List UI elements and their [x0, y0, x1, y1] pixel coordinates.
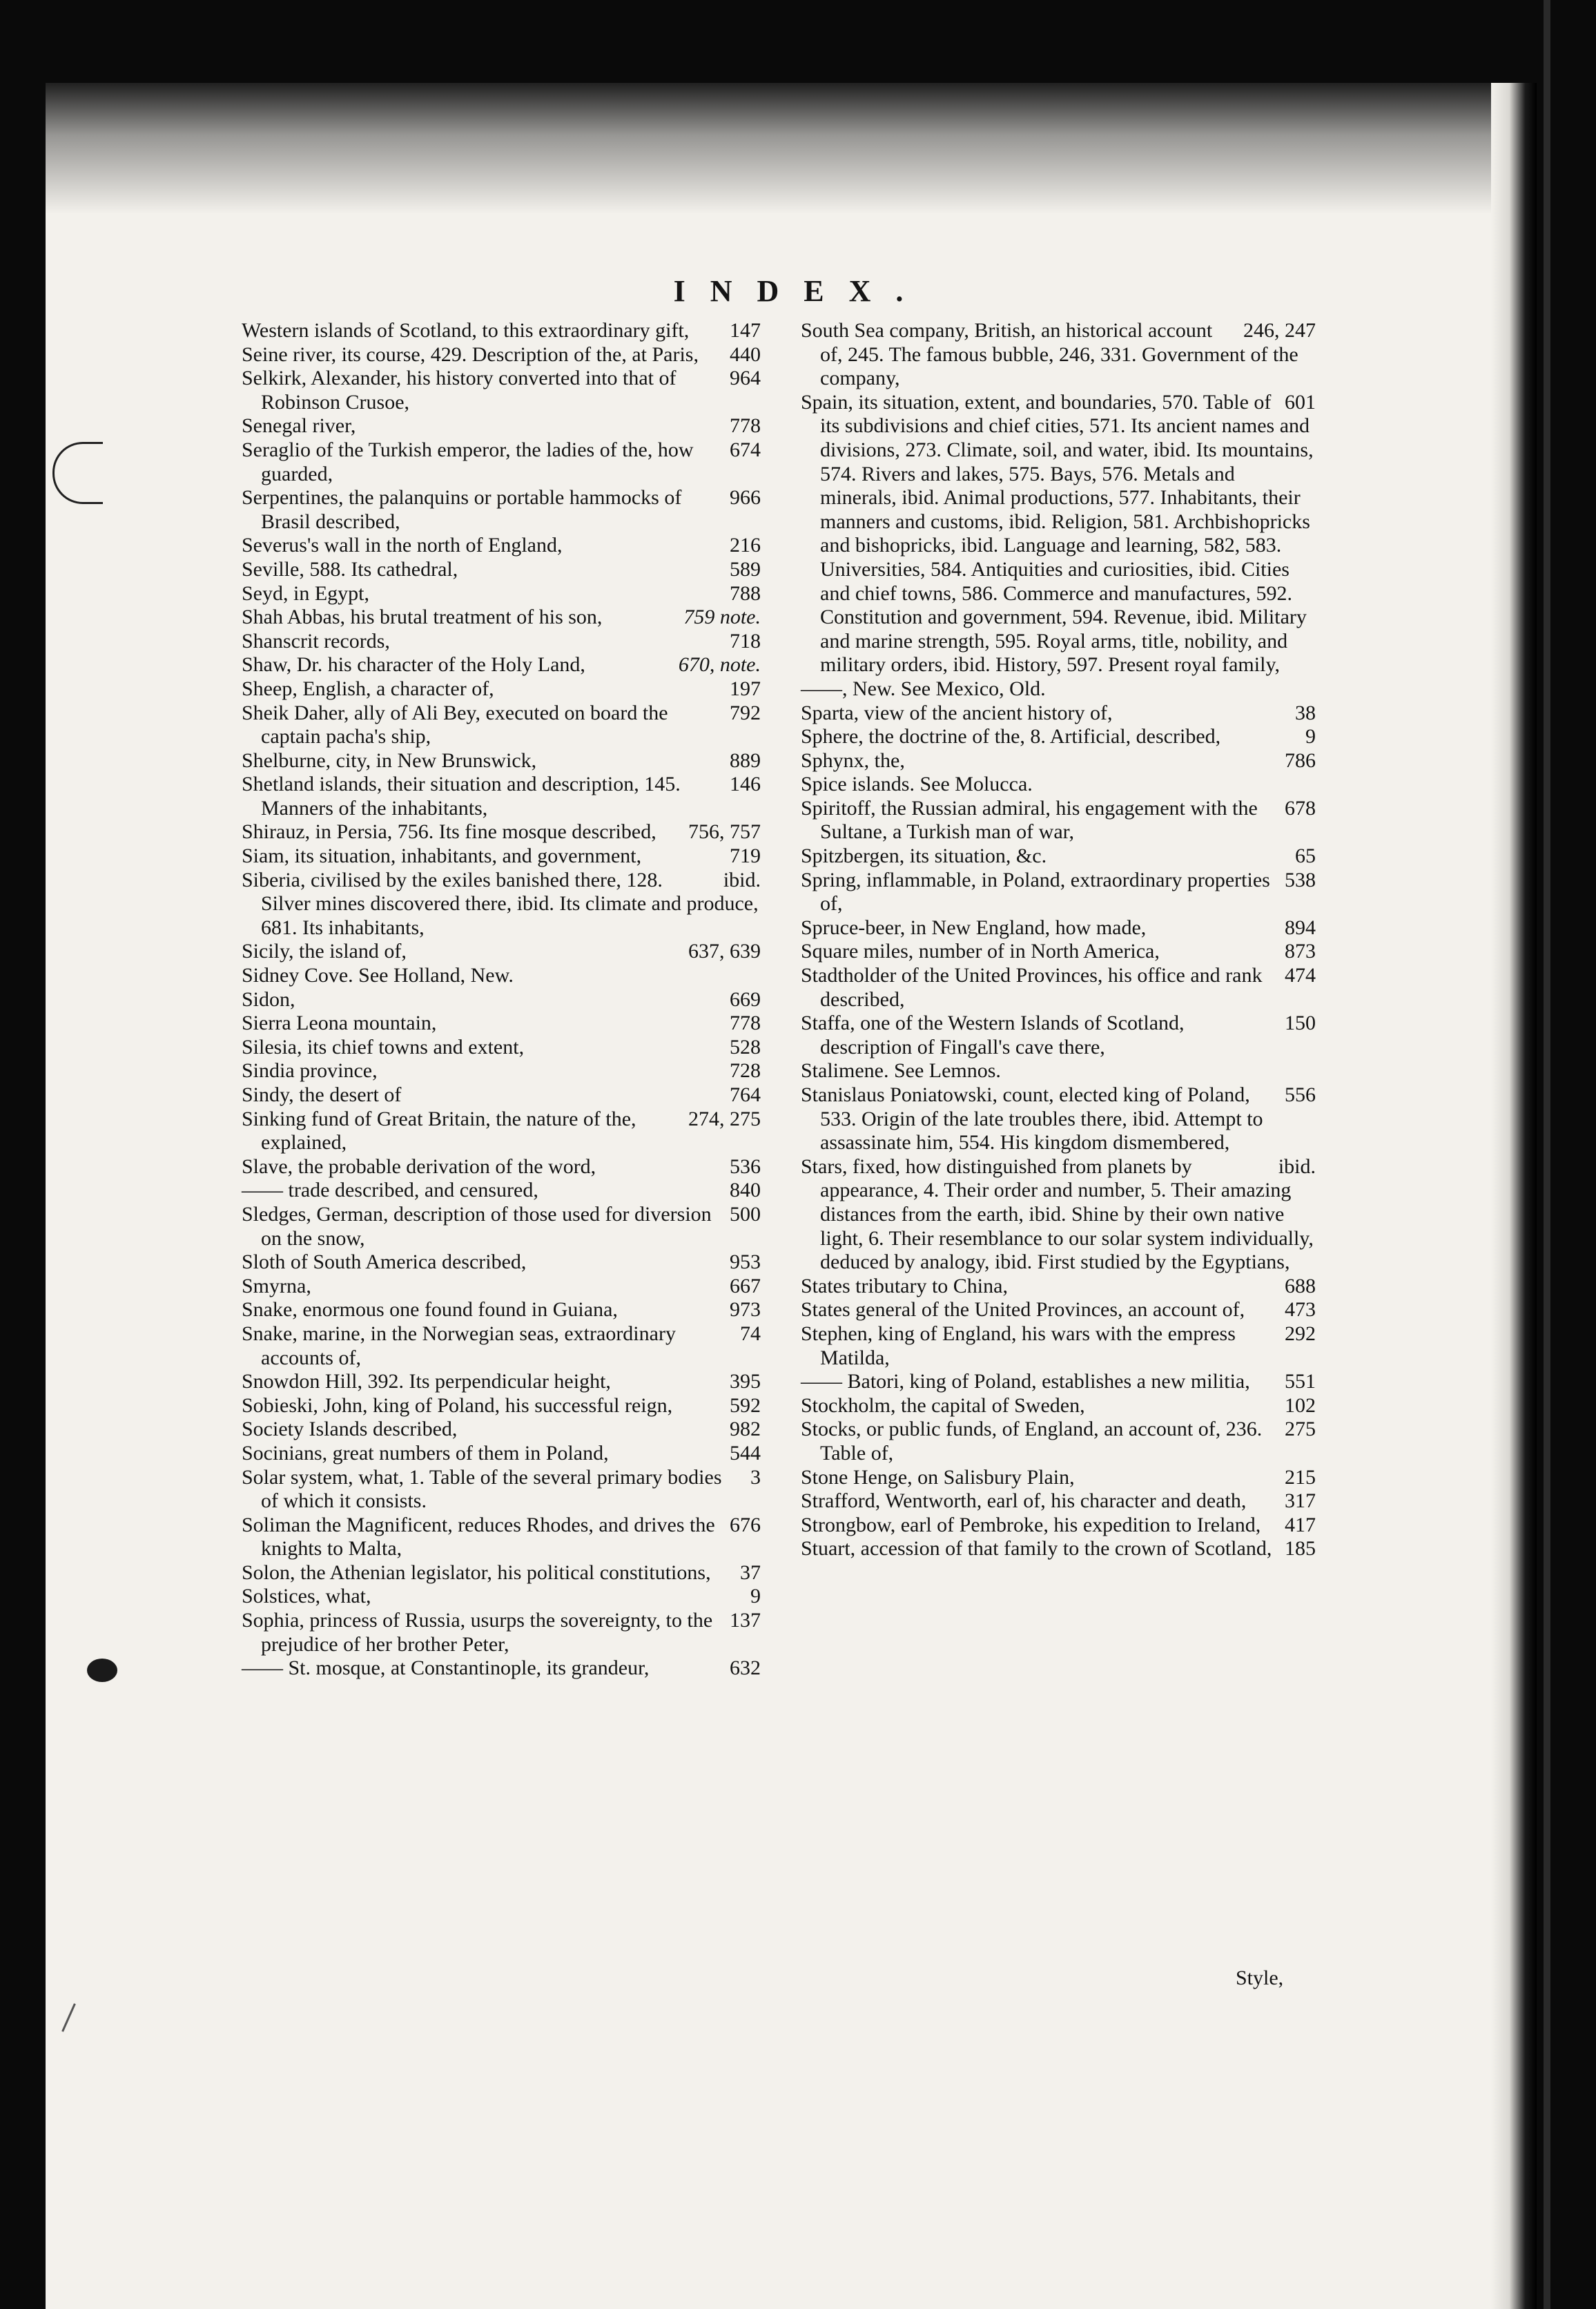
page-number: 473 — [1285, 1298, 1316, 1322]
index-entry — [801, 1394, 1316, 1418]
index-entry — [801, 391, 1316, 677]
entry-text: Seyd, in Egypt, — [242, 581, 369, 605]
entry-text: Staffa, one of the Western Islands of Scotland, description of Fingall's cave there, — [801, 1012, 1185, 1059]
entry-text: Spruce-beer, in New England, how made, — [801, 916, 1147, 939]
page-number: 137 — [730, 1609, 761, 1632]
entry-text: Seine river, its course, 429. Description of the, at Paris, — [242, 342, 699, 366]
index-entry — [801, 1537, 1316, 1561]
page-number: 556 — [1285, 1083, 1316, 1106]
page-number: 667 — [730, 1274, 761, 1297]
page-number: 102 — [1285, 1393, 1316, 1417]
entry-text: Sphere, the doctrine of the, 8. Artificial, described, — [801, 725, 1221, 748]
page-number: 536 — [730, 1154, 761, 1178]
entry-text: Snowdon Hill, 392. Its perpendicular height, — [242, 1370, 611, 1393]
index-entry — [242, 606, 761, 630]
entry-text: Sledges, German, description of those used for diversion on the snow, — [242, 1202, 712, 1250]
entry-text: Sobieski, John, king of Poland, his successful reign, — [242, 1393, 673, 1417]
entry-text: Stars, fixed, how distinguished from planets by appearance, 4. Their order and number, 5. Their amazing distances from the earth, ibid. Shine by their own native light, 6. Their resemblance to our solar system individually, deduced by analogy, ibid. First studied by the Egyptians, — [801, 1154, 1314, 1274]
entry-text: States general of the United Provinces, an account of, — [801, 1298, 1245, 1322]
index-entry — [242, 820, 761, 844]
page-number: 982 — [730, 1418, 761, 1441]
entry-text: Square miles, number of in North America, — [801, 940, 1160, 963]
page-number: 759 note. — [683, 606, 761, 629]
index-entry — [242, 844, 761, 869]
entry-text: South Sea company, British, an historical account of, 245. The famous bubble, 246, 331. Government of the company, — [801, 319, 1298, 390]
index-entry — [242, 486, 761, 534]
page-number: 37 — [740, 1561, 761, 1584]
index-entry — [801, 1012, 1316, 1059]
ink-blot — [87, 1659, 117, 1682]
entry-text: Western islands of Scotland, to this extraordinary gift, — [242, 319, 690, 342]
page-number: 778 — [730, 414, 761, 438]
index-entry — [242, 1036, 761, 1060]
entry-text: Sloth of South America described, — [242, 1250, 527, 1274]
left-column — [242, 319, 761, 1681]
entry-text: Selkirk, Alexander, his history converted into that of Robinson Crusoe, — [242, 367, 677, 414]
entry-text: Sicily, the island of, — [242, 940, 407, 963]
index-entry — [242, 1418, 761, 1442]
entry-text: Severus's wall in the north of England, — [242, 534, 563, 557]
index-entry — [242, 343, 761, 367]
page-number: 9 — [1305, 725, 1316, 748]
entry-text: Seraglio of the Turkish emperor, the ladies of the, how guarded, — [242, 438, 694, 485]
page-number: 65 — [1295, 844, 1316, 868]
index-entry — [242, 1514, 761, 1561]
entry-text: Spring, inflammable, in Poland, extraordinary properties of, — [801, 868, 1270, 916]
page-number: 840 — [730, 1179, 761, 1202]
page-number: 3 — [750, 1465, 761, 1489]
entry-text: Solon, the Athenian legislator, his political constitutions, — [242, 1561, 711, 1584]
index-entry — [242, 677, 761, 702]
page-number: 274, 275 — [688, 1107, 761, 1130]
index-entry — [242, 1012, 761, 1036]
page-number: 718 — [730, 629, 761, 653]
page-number: 147 — [730, 319, 761, 342]
entry-text: Shetland islands, their situation and description, 145. Manners of the inhabitants, — [242, 773, 681, 820]
page-number: 953 — [730, 1250, 761, 1274]
page-number: 764 — [730, 1083, 761, 1106]
index-entry — [242, 964, 761, 988]
index-entry — [242, 1322, 761, 1370]
entry-text: Sophia, princess of Russia, usurps the sovereignty, to the prejudice of her brother Peter, — [242, 1609, 713, 1656]
entry-text: Stephen, king of England, his wars with the empress Matilda, — [801, 1322, 1236, 1369]
page-number: 292 — [1285, 1322, 1316, 1345]
entry-text: ——, New. See Mexico, Old. — [801, 677, 1046, 700]
index-entry — [801, 964, 1316, 1012]
entry-text: Senegal river, — [242, 414, 356, 438]
page-number: 185 — [1285, 1537, 1316, 1561]
page-edge — [1491, 83, 1537, 2309]
index-entry — [801, 1275, 1316, 1299]
index-entry — [801, 940, 1316, 964]
entry-text: States tributary to China, — [801, 1274, 1008, 1297]
page-number: 688 — [1285, 1274, 1316, 1297]
entry-text: Seville, 588. Its cathedral, — [242, 557, 458, 581]
page-number: 544 — [730, 1441, 761, 1465]
page-number: 719 — [730, 844, 761, 868]
index-entry — [242, 988, 761, 1012]
index-entry — [242, 940, 761, 964]
page-number: 38 — [1295, 701, 1316, 724]
index-entry — [242, 582, 761, 606]
page-number: 632 — [730, 1656, 761, 1680]
index-entry — [242, 438, 761, 486]
index-entry — [242, 1656, 761, 1681]
entry-text: Sindy, the desert of — [242, 1083, 402, 1106]
page-number: 674 — [730, 438, 761, 461]
entry-text: Silesia, its chief towns and extent, — [242, 1035, 525, 1059]
index-entry — [242, 773, 761, 820]
index-entry — [242, 1108, 761, 1155]
page-number: 670, note. — [678, 653, 761, 677]
index-entry — [801, 702, 1316, 726]
entry-text: Stone Henge, on Salisbury Plain, — [801, 1465, 1075, 1489]
page-number: 589 — [730, 557, 761, 581]
entry-text: Soliman the Magnificent, reduces Rhodes, and drives the knights to Malta, — [242, 1513, 715, 1561]
index-entry — [242, 367, 761, 414]
index-entry — [801, 1083, 1316, 1155]
entry-text: Solstices, what, — [242, 1585, 371, 1608]
page-number: 786 — [1285, 748, 1316, 772]
page-number: 637, 639 — [688, 940, 761, 963]
right-column — [801, 319, 1316, 1561]
index-entry — [242, 534, 761, 558]
entry-text: Sidney Cove. See Holland, New. — [242, 964, 514, 987]
page-number: 474 — [1285, 964, 1316, 987]
entry-text: —— Batori, king of Poland, establishes a new militia, — [801, 1370, 1250, 1393]
index-entry — [242, 1561, 761, 1585]
page-number: 528 — [730, 1035, 761, 1059]
index-entry — [242, 1442, 761, 1466]
entry-text: Spain, its situation, extent, and boundaries, 570. Table of its subdivisions and chief cities, 571. Its ancient names and divisions, 273. Climate, soil, and water, ibid. Its mountains, 574. Rivers and lakes, 575. Bays, 576. Metals and minerals, ibid. Animal productions, 577. Inhabitants, their manners and customs, ibid. Religion, 581. Archbishopricks and bishopricks, ibid. Language and learning, 582, 583. Universities, 584. Antiquities and curiosities, ibid. Cities and chief towns, 586. Commerce and manufactures, 592. Constitution and government, 594. Revenue, ibid. Military and marine strength, 595. Royal arms, title, nobility, and military orders, ibid. History, 597. Present royal family, — [801, 390, 1314, 677]
index-entry — [242, 1250, 761, 1275]
index-entry — [801, 1059, 1316, 1083]
entry-text: Slave, the probable derivation of the word, — [242, 1154, 596, 1178]
entry-text: Strafford, Wentworth, earl of, his character and death, — [801, 1489, 1247, 1513]
entry-text: Spiritoff, the Russian admiral, his engagement with the Sultane, a Turkish man of war, — [801, 796, 1258, 844]
page-number: 601 — [1285, 390, 1316, 414]
page-number: 317 — [1285, 1489, 1316, 1513]
index-entry — [801, 1322, 1316, 1370]
index-entry — [242, 558, 761, 582]
index-entry — [242, 1370, 761, 1394]
entry-text: Stockholm, the capital of Sweden, — [801, 1393, 1085, 1417]
index-entry — [801, 797, 1316, 844]
entry-text: Sheik Daher, ally of Ali Bey, executed on board the captain pacha's ship, — [242, 701, 668, 748]
entry-text: Stanislaus Poniatowski, count, elected king of Poland, 533. Origin of the late troubles there, ibid. Attempt to assassinate him, 554. His kingdom dismembered, — [801, 1083, 1263, 1154]
entry-text: Shirauz, in Persia, 756. Its fine mosque described, — [242, 820, 656, 844]
index-entry — [242, 1394, 761, 1418]
entry-text: Sierra Leona mountain, — [242, 1012, 437, 1035]
index-entry — [242, 1179, 761, 1203]
page-number: 676 — [730, 1513, 761, 1536]
entry-text: Socinians, great numbers of them in Poland, — [242, 1441, 609, 1465]
entry-text: Shah Abbas, his brutal treatment of his son, — [242, 606, 603, 629]
entry-text: Shaw, Dr. his character of the Holy Land, — [242, 653, 585, 677]
entry-text: Spice islands. See Molucca. — [801, 773, 1033, 796]
page-number: 150 — [1285, 1012, 1316, 1035]
index-entry — [801, 319, 1316, 391]
index-entry — [801, 1514, 1316, 1538]
index-entry — [801, 1370, 1316, 1394]
entry-text: Sindia province, — [242, 1059, 378, 1083]
index-entry — [242, 1466, 761, 1514]
index-entry — [801, 1155, 1316, 1275]
entry-text: Stalimene. See Lemnos. — [801, 1059, 1001, 1083]
index-entry — [242, 1585, 761, 1609]
page-number: 216 — [730, 534, 761, 557]
entry-text: Sheep, English, a character of, — [242, 677, 494, 700]
index-entry — [242, 1298, 761, 1322]
index-entry — [242, 1203, 761, 1250]
page-number: 678 — [1285, 796, 1316, 820]
page-number: 966 — [730, 486, 761, 510]
index-entry — [242, 1155, 761, 1179]
entry-text: Solar system, what, 1. Table of the several primary bodies of which it consists. — [242, 1465, 722, 1513]
page-number: 440 — [730, 342, 761, 366]
index-entry — [801, 677, 1316, 702]
entry-text: Siam, its situation, inhabitants, and government, — [242, 844, 642, 868]
entry-text: Spitzbergen, its situation, &c. — [801, 844, 1047, 868]
index-entry — [801, 1466, 1316, 1490]
index-entry — [801, 844, 1316, 869]
page-number: 669 — [730, 987, 761, 1011]
entry-text: Sinking fund of Great Britain, the nature of the, explained, — [242, 1107, 636, 1154]
index-entry — [242, 1609, 761, 1656]
index-entry — [801, 773, 1316, 797]
page-number: 756, 757 — [688, 820, 761, 844]
index-entry — [801, 869, 1316, 916]
index-entry — [242, 319, 761, 343]
page-number: 74 — [740, 1322, 761, 1345]
page-number: 538 — [1285, 868, 1316, 891]
page-number: 275 — [1285, 1418, 1316, 1441]
index-entry — [242, 1059, 761, 1083]
scan-border — [1544, 0, 1550, 2309]
page-number: 197 — [730, 677, 761, 700]
page-number: 215 — [1285, 1465, 1316, 1489]
page-number: 246, 247 — [1243, 319, 1316, 342]
entry-text: Shanscrit records, — [242, 629, 390, 653]
page-number: 778 — [730, 1012, 761, 1035]
entry-text: Society Islands described, — [242, 1418, 458, 1441]
index-entry — [801, 1298, 1316, 1322]
index-entry — [242, 1083, 761, 1108]
entry-text: Stuart, accession of that family to the crown of Scotland, — [801, 1537, 1272, 1561]
page-number: 792 — [730, 701, 761, 724]
page-number: 964 — [730, 367, 761, 390]
index-entry — [801, 916, 1316, 940]
scan-shadow — [46, 83, 1537, 214]
entry-text: Sidon, — [242, 987, 295, 1011]
index-entry — [801, 1418, 1316, 1465]
entry-text: Sphynx, the, — [801, 748, 905, 772]
page-number: 728 — [730, 1059, 761, 1083]
page-number: 873 — [1285, 940, 1316, 963]
page-number: 9 — [750, 1585, 761, 1608]
index-entry — [242, 702, 761, 749]
index-entry — [242, 630, 761, 654]
index-entry — [242, 869, 761, 940]
entry-text: Snake, enormous one found found in Guiana, — [242, 1298, 618, 1322]
page-number: 146 — [730, 773, 761, 796]
entry-text: Snake, marine, in the Norwegian seas, extraordinary accounts of, — [242, 1322, 676, 1369]
page-number: ibid. — [1278, 1154, 1316, 1178]
page-number: 973 — [730, 1298, 761, 1322]
page-number: 788 — [730, 581, 761, 605]
page-number: 395 — [730, 1370, 761, 1393]
entry-text: Smyrna, — [242, 1274, 311, 1297]
page-number: 417 — [1285, 1513, 1316, 1536]
entry-text: Siberia, civilised by the exiles banished there, 128. Silver mines discovered there, ibid. Its climate and produce, 681. Its inhabitants, — [242, 868, 759, 939]
page-number: ibid. — [723, 868, 761, 891]
entry-text: Shelburne, city, in New Brunswick, — [242, 748, 537, 772]
entry-text: —— trade described, and censured, — [242, 1179, 538, 1202]
index-entry — [801, 1489, 1316, 1514]
page-number: 889 — [730, 748, 761, 772]
page-number: 551 — [1285, 1370, 1316, 1393]
page-number: 592 — [730, 1393, 761, 1417]
index-entry — [801, 749, 1316, 773]
entry-text: Sparta, view of the ancient history of, — [801, 701, 1113, 724]
index-entry — [242, 653, 761, 677]
index-entry — [801, 725, 1316, 749]
page-number: 500 — [730, 1202, 761, 1226]
catchword: Style, — [1236, 1967, 1284, 1989]
index-entry — [242, 749, 761, 773]
entry-text: Stocks, or public funds, of England, an account of, 236. Table of, — [801, 1418, 1263, 1465]
page-number: 894 — [1285, 916, 1316, 939]
entry-text: —— St. mosque, at Constantinople, its grandeur, — [242, 1656, 650, 1680]
index-entry — [242, 1275, 761, 1299]
entry-text: Strongbow, earl of Pembroke, his expedition to Ireland, — [801, 1513, 1261, 1536]
entry-text: Stadtholder of the United Provinces, his office and rank described, — [801, 964, 1263, 1011]
index-entry — [242, 414, 761, 438]
page-title: INDEX. — [673, 274, 928, 308]
entry-text: Serpentines, the palanquins or portable hammocks of Brasil described, — [242, 486, 682, 533]
